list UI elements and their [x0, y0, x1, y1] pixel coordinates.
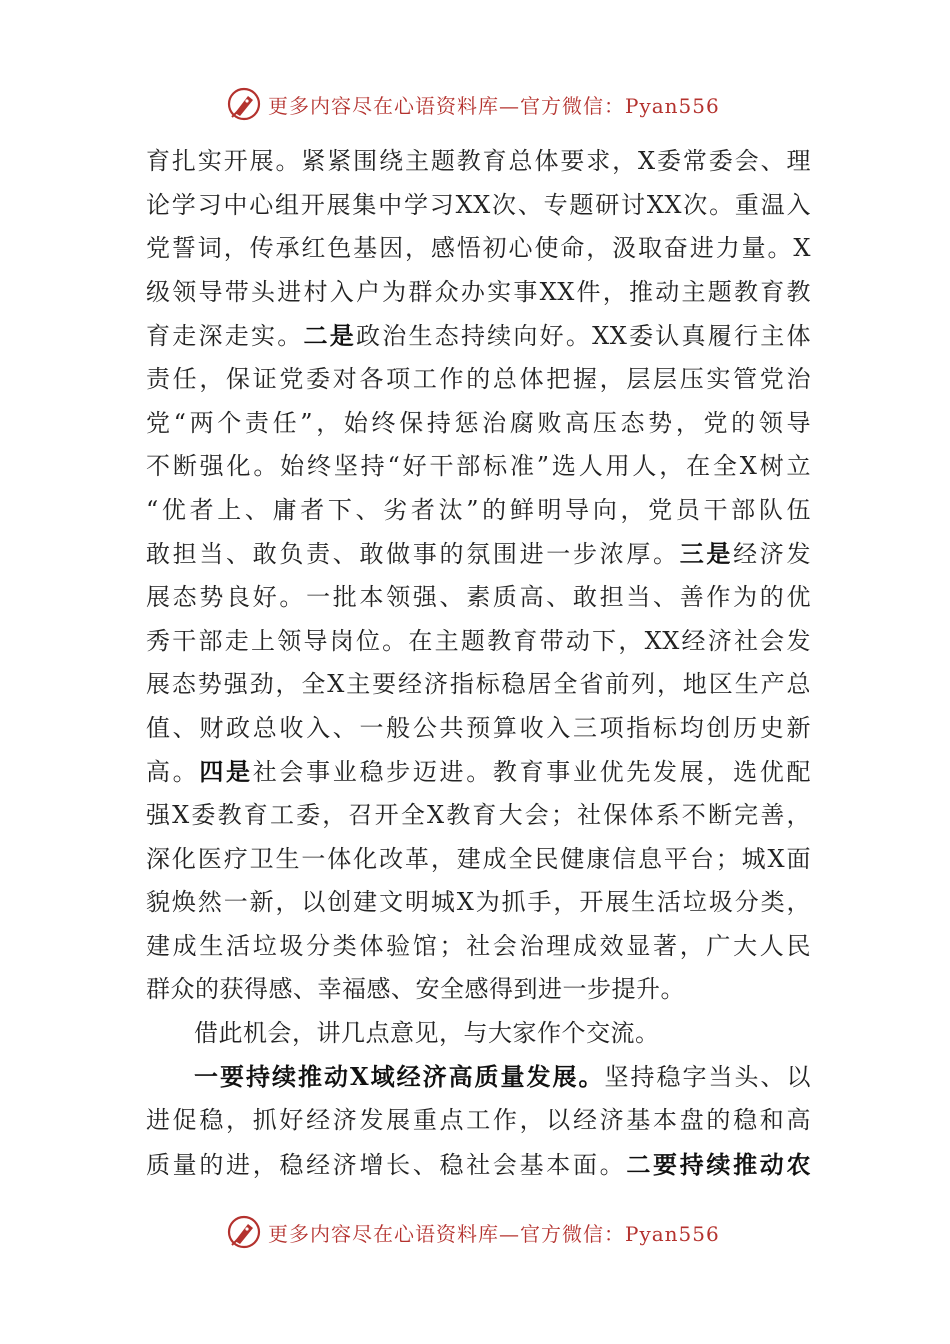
text-line: 育扎实开展。紧紧围绕主题教育总体要求，X委常委会、理 [146, 147, 811, 175]
footer-banner-inner [226, 1212, 720, 1252]
document-body [146, 140, 811, 1186]
text-run: 敢担当、敢负责、敢做事的氛围进一步浓厚。 [146, 540, 680, 569]
banner-wx-label: 官方微信： [520, 93, 625, 118]
text-line: 展态势良好。一批本领强、素质高、敢担当、善作为的优 [146, 582, 811, 611]
banner-text [268, 1218, 720, 1247]
text-line: 群众的获得感、幸福感、安全感得到进一步提升。 [146, 975, 685, 1004]
banner-wx-label: 官方微信： [520, 1221, 625, 1246]
pen-nib-logo-icon [226, 1214, 262, 1250]
text-line: 深化医疗卫生一体化改革，建成全民健康信息平台；城X面 [146, 844, 811, 873]
text-line [146, 1143, 811, 1187]
bold-heading: 一要持续推动X域经济高质量发展。 [194, 1062, 605, 1092]
banner-separator: — [499, 93, 520, 118]
text-run: 高。 [146, 758, 200, 787]
header-banner [0, 84, 950, 124]
bold-marker: 二是 [303, 321, 356, 351]
text-line: 进促稳，抓好经济发展重点工作，以经济基本盘的稳和高 [146, 1106, 811, 1135]
text-line: 论学习中心组开展集中学习XX次、专题研讨XX次。重温入 [146, 190, 811, 219]
text-line: 值、财政总收入、一般公共预算收入三项指标均创历史新 [146, 713, 811, 742]
text-line [146, 750, 811, 794]
bold-marker: 三是 [679, 539, 734, 569]
text-line: 不断强化。始终坚持“好干部标准”选人用人，在全X树立 [146, 452, 811, 481]
pen-nib-logo-icon [226, 86, 262, 122]
bold-heading: 二要持续推动农 [626, 1149, 811, 1179]
text-line: “优者上、庸者下、劣者汰”的鲜明导向，党员干部队伍 [146, 495, 811, 524]
footer-banner [0, 1212, 950, 1252]
text-line: 责任，保证党委对各项工作的总体把握，层层压实管党治 [146, 364, 811, 393]
text-run: 经济发 [733, 540, 811, 569]
text-line: 建成生活垃圾分类体验馆；社会治理成效显著，广大人民 [146, 931, 811, 960]
text-run: 育走深走实。 [146, 322, 304, 351]
text-run: 政治生态持续向好。XX委认真履行主体 [355, 322, 811, 351]
bold-marker: 四是 [199, 757, 253, 787]
text-run: 社会事业稳步迈进。教育事业优先发展，选优配 [252, 758, 811, 787]
text-line: 级领导带头进村入户为群众办实事XX件，推动主题教育教 [146, 277, 811, 306]
text-line: 借此机会，讲几点意见，与大家作个交流。 [194, 1018, 660, 1047]
text-line: 党“两个责任”，始终保持惩治腐败高压态势，党的领导 [146, 408, 811, 437]
text-line [146, 314, 811, 358]
text-run: 坚持稳字当头、以 [604, 1063, 811, 1092]
text-line: 党誓词，传承红色基因，感悟初心使命，汲取奋进力量。X [146, 234, 811, 263]
banner-title: 更多内容尽在心语资料库 [268, 1221, 499, 1246]
text-line: 秀干部走上领导岗位。在主题教育带动下，XX经济社会发 [146, 626, 811, 655]
banner-title: 更多内容尽在心语资料库 [268, 93, 499, 118]
text-line: 貌焕然一新，以创建文明城X为抓手，开展生活垃圾分类， [146, 888, 811, 917]
header-banner-inner [226, 84, 720, 124]
banner-wx-id: Pyan556 [625, 93, 720, 118]
banner-wx-id: Pyan556 [625, 1221, 720, 1246]
text-line [146, 532, 811, 576]
text-line: 展态势强劲，全X主要经济指标稳居全省前列，地区生产总 [146, 670, 811, 699]
banner-text [268, 90, 720, 119]
text-line [146, 1055, 811, 1099]
banner-separator: — [499, 1221, 520, 1246]
text-run: 质量的进，稳经济增长、稳社会基本面。 [146, 1150, 627, 1179]
text-line: 强X委教育工委，召开全X教育大会；社保体系不断完善， [146, 800, 811, 829]
